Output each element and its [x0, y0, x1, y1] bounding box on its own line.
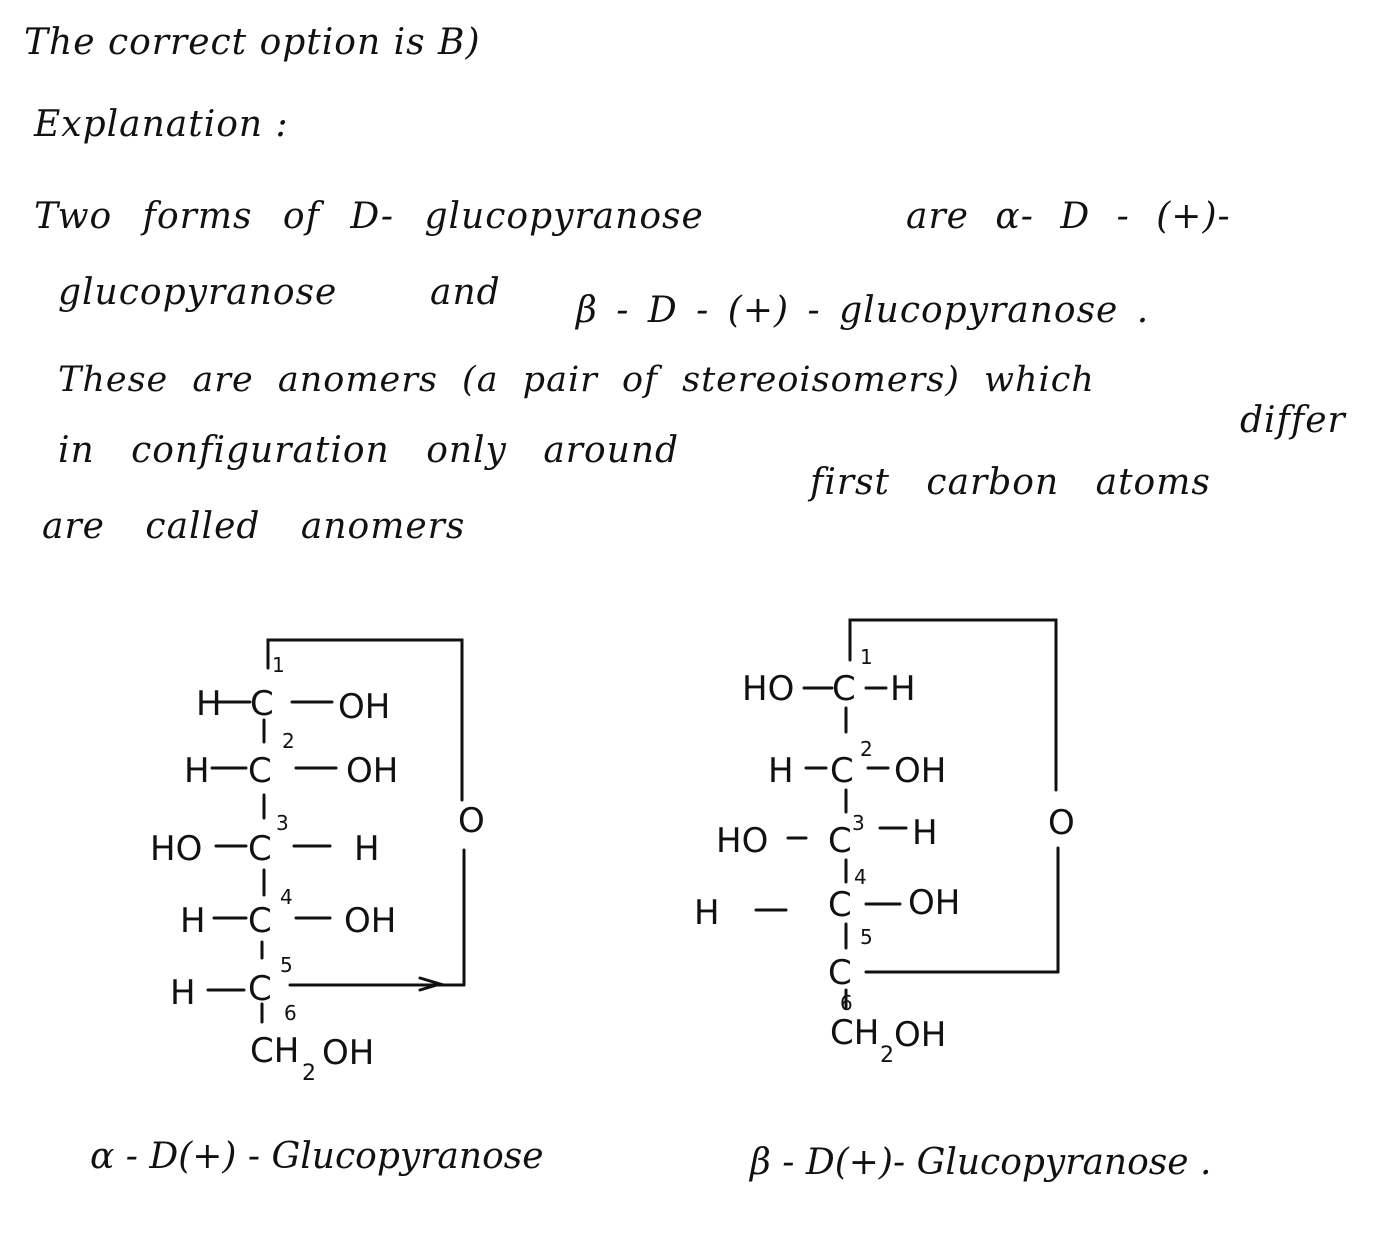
beta-c1-carbon: C — [832, 669, 856, 709]
alpha-c2-num: 2 — [282, 729, 295, 753]
beta-c4-left: H — [694, 893, 720, 933]
beta-c2-left: H — [768, 751, 794, 791]
answer-text: The correct option is B) — [24, 22, 481, 63]
beta-c1-num: 1 — [860, 645, 873, 669]
beta-structure — [694, 645, 1075, 1068]
alpha-caption: α - D(+) - Glucopyranose — [90, 1136, 544, 1177]
beta-c4-num: 4 — [854, 865, 867, 889]
alpha-structure — [150, 653, 485, 1086]
alpha-c4-carbon: C — [248, 901, 272, 941]
alpha-c6-oh: OH — [322, 1033, 375, 1073]
para2-line1-b: differ — [1240, 400, 1346, 441]
beta-c6-num: 6 — [840, 991, 853, 1015]
alpha-c1-right: OH — [338, 687, 391, 727]
para1-line2-c: β - D - (+) - glucopyranose . — [576, 290, 1150, 331]
beta-c6-sub: 2 — [880, 1043, 894, 1068]
alpha-c1-carbon: C — [250, 684, 274, 724]
alpha-c3-right: H — [354, 829, 380, 869]
beta-c2-carbon: C — [830, 751, 854, 791]
beta-caption: β - D(+)- Glucopyranose . — [750, 1142, 1212, 1183]
alpha-c2-carbon: C — [248, 751, 272, 791]
beta-c1-right: H — [890, 669, 916, 709]
alpha-c4-num: 4 — [280, 885, 293, 909]
alpha-c1-left: H — [196, 684, 222, 724]
alpha-c1-num: 1 — [272, 653, 285, 677]
alpha-c4-right: OH — [344, 901, 397, 941]
alpha-c5-num: 5 — [280, 953, 293, 977]
beta-c2-right: OH — [894, 751, 947, 791]
alpha-c2-right: OH — [346, 751, 399, 791]
para1-line1-a: Two forms of D- glucopyranose — [34, 196, 704, 237]
beta-c6-ch: CH — [830, 1013, 880, 1053]
para2-line2-a: in configuration only around — [58, 430, 680, 471]
beta-c3-num: 3 — [852, 811, 865, 835]
alpha-c5-left: H — [170, 973, 196, 1013]
para1-line2-a: glucopyranose — [58, 272, 338, 313]
beta-c4-carbon: C — [828, 885, 852, 925]
para1-line2-b: and — [430, 272, 501, 313]
alpha-c6-num: 6 — [284, 1001, 297, 1025]
beta-c1-left: HO — [742, 669, 795, 709]
beta-c3-right: H — [912, 813, 938, 853]
para1-line1-b: are α- D - (+)- — [906, 196, 1231, 237]
beta-c3-carbon: C — [828, 821, 852, 861]
alpha-c6-sub: 2 — [302, 1061, 316, 1086]
beta-c4-right: OH — [908, 883, 961, 923]
para2-line2-b: first carbon atoms — [810, 462, 1211, 503]
beta-c2-num: 2 — [860, 737, 873, 761]
alpha-c3-carbon: C — [248, 829, 272, 869]
para2-line3: are called anomers — [42, 506, 466, 547]
beta-c6-oh: OH — [894, 1015, 947, 1055]
beta-ring-oxygen: O — [1048, 803, 1075, 843]
alpha-c6-ch: CH — [250, 1031, 300, 1071]
alpha-c5-carbon: C — [248, 969, 272, 1009]
alpha-ring-oxygen: O — [458, 801, 485, 841]
heading-text: Explanation : — [34, 104, 289, 145]
para2-line1-a: These are anomers (a pair of stereoisomers) which — [58, 360, 1095, 400]
alpha-c4-left: H — [180, 901, 206, 941]
alpha-c3-num: 3 — [276, 811, 289, 835]
beta-ring-bond — [850, 620, 1056, 790]
beta-c5-num: 5 — [860, 925, 873, 949]
alpha-c2-left: H — [184, 751, 210, 791]
beta-c3-left: HO — [716, 821, 769, 861]
alpha-c3-left: HO — [150, 829, 203, 869]
beta-c5-carbon: C — [828, 953, 852, 993]
